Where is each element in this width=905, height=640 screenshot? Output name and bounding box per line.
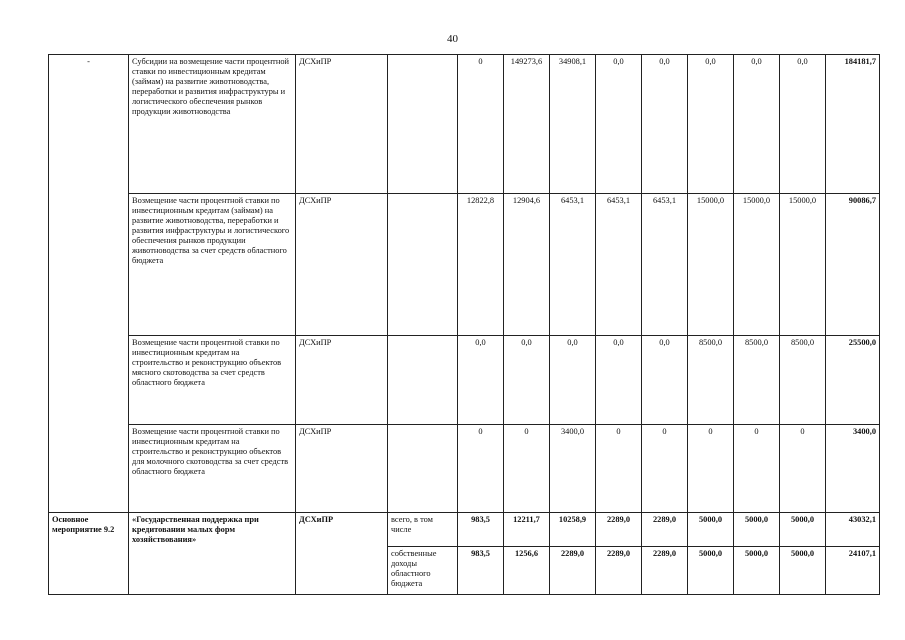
value-cell: 2289,0 xyxy=(550,547,596,595)
value-cell: 0,0 xyxy=(642,55,688,194)
source-cell xyxy=(388,336,458,425)
value-cell: 5000,0 xyxy=(734,547,780,595)
total-cell: 43032,1 xyxy=(826,513,880,547)
description-cell: Возмещение части процентной ставки по инвестиционным кредитам на строительство и реконструкцию объектов для молочного скотоводства за счет средств областного бюджета xyxy=(129,425,296,513)
value-cell: 0,0 xyxy=(780,55,826,194)
value-cell: 0 xyxy=(458,55,504,194)
value-cell: 0 xyxy=(734,425,780,513)
source-cell xyxy=(388,425,458,513)
value-cell: 15000,0 xyxy=(734,194,780,336)
source-cell xyxy=(388,55,458,194)
value-cell: 8500,0 xyxy=(734,336,780,425)
measure-title-cell: Основное мероприятие 9.2 xyxy=(49,513,129,595)
measure-executor-cell: ДСХиПР xyxy=(296,513,388,595)
source-cell xyxy=(388,194,458,336)
source-cell: собственные доходы областного бюджета xyxy=(388,547,458,595)
value-cell: 34908,1 xyxy=(550,55,596,194)
value-cell: 12904,6 xyxy=(504,194,550,336)
value-cell: 5000,0 xyxy=(780,513,826,547)
value-cell: 0,0 xyxy=(688,55,734,194)
executor-cell: ДСХиПР xyxy=(296,55,388,194)
total-cell: 90086,7 xyxy=(826,194,880,336)
value-cell: 0 xyxy=(642,425,688,513)
value-cell: 12822,8 xyxy=(458,194,504,336)
value-cell: 15000,0 xyxy=(688,194,734,336)
value-cell: 0,0 xyxy=(596,55,642,194)
description-cell: Возмещение части процентной ставки по инвестиционным кредитам (займам) на развитие животноводства, переработки и развития инфраструктуры и логистического обеспечения рынков продукции животноводства за счет средств областного бюджета xyxy=(129,194,296,336)
value-cell: 0,0 xyxy=(596,336,642,425)
value-cell: 0,0 xyxy=(734,55,780,194)
value-cell: 6453,1 xyxy=(550,194,596,336)
budget-table xyxy=(48,54,880,595)
table-row xyxy=(49,55,880,194)
total-cell: 25500,0 xyxy=(826,336,880,425)
total-cell: 24107,1 xyxy=(826,547,880,595)
value-cell: 12211,7 xyxy=(504,513,550,547)
value-cell: 0 xyxy=(596,425,642,513)
value-cell: 15000,0 xyxy=(780,194,826,336)
value-cell: 5000,0 xyxy=(734,513,780,547)
table-row xyxy=(49,336,880,425)
value-cell: 3400,0 xyxy=(550,425,596,513)
value-cell: 6453,1 xyxy=(596,194,642,336)
value-cell: 2289,0 xyxy=(642,513,688,547)
value-cell: 5000,0 xyxy=(688,513,734,547)
value-cell: 0,0 xyxy=(458,336,504,425)
value-cell: 0 xyxy=(780,425,826,513)
value-cell: 0,0 xyxy=(504,336,550,425)
value-cell: 0,0 xyxy=(550,336,596,425)
total-cell: 3400,0 xyxy=(826,425,880,513)
value-cell: 0 xyxy=(504,425,550,513)
value-cell: 983,5 xyxy=(458,513,504,547)
value-cell: 0,0 xyxy=(642,336,688,425)
description-cell: Субсидии на возмещение части процентной ставки по инвестиционным кредитам (займам) на развитие животноводства, переработки и развития инфраструктуры и логистического обеспечения рынков продукции животноводства xyxy=(129,55,296,194)
value-cell: 8500,0 xyxy=(688,336,734,425)
dash-mark: - xyxy=(87,57,90,66)
value-cell: 0 xyxy=(458,425,504,513)
value-cell: 983,5 xyxy=(458,547,504,595)
table-row xyxy=(49,194,880,336)
value-cell: 149273,6 xyxy=(504,55,550,194)
description-cell: Возмещение части процентной ставки по инвестиционным кредитам на строительство и реконструкцию объектов мясного скотоводства за счет средств областного бюджета xyxy=(129,336,296,425)
executor-cell: ДСХиПР xyxy=(296,336,388,425)
value-cell: 5000,0 xyxy=(780,547,826,595)
page-number: 40 xyxy=(447,33,458,45)
value-cell: 2289,0 xyxy=(642,547,688,595)
source-cell: всего, в том числе xyxy=(388,513,458,547)
value-cell: 0 xyxy=(688,425,734,513)
total-cell: 184181,7 xyxy=(826,55,880,194)
value-cell: 1256,6 xyxy=(504,547,550,595)
value-cell: 10258,9 xyxy=(550,513,596,547)
value-cell: 8500,0 xyxy=(780,336,826,425)
executor-cell: ДСХиПР xyxy=(296,425,388,513)
value-cell: 2289,0 xyxy=(596,513,642,547)
value-cell: 6453,1 xyxy=(642,194,688,336)
table-row xyxy=(49,425,880,513)
value-cell: 5000,0 xyxy=(688,547,734,595)
table-row xyxy=(49,513,880,547)
executor-cell: ДСХиПР xyxy=(296,194,388,336)
row-group-label-cell xyxy=(49,55,129,513)
value-cell: 2289,0 xyxy=(596,547,642,595)
measure-description-cell: «Государственная поддержка при кредитовании малых форм хозяйствования» xyxy=(129,513,296,595)
